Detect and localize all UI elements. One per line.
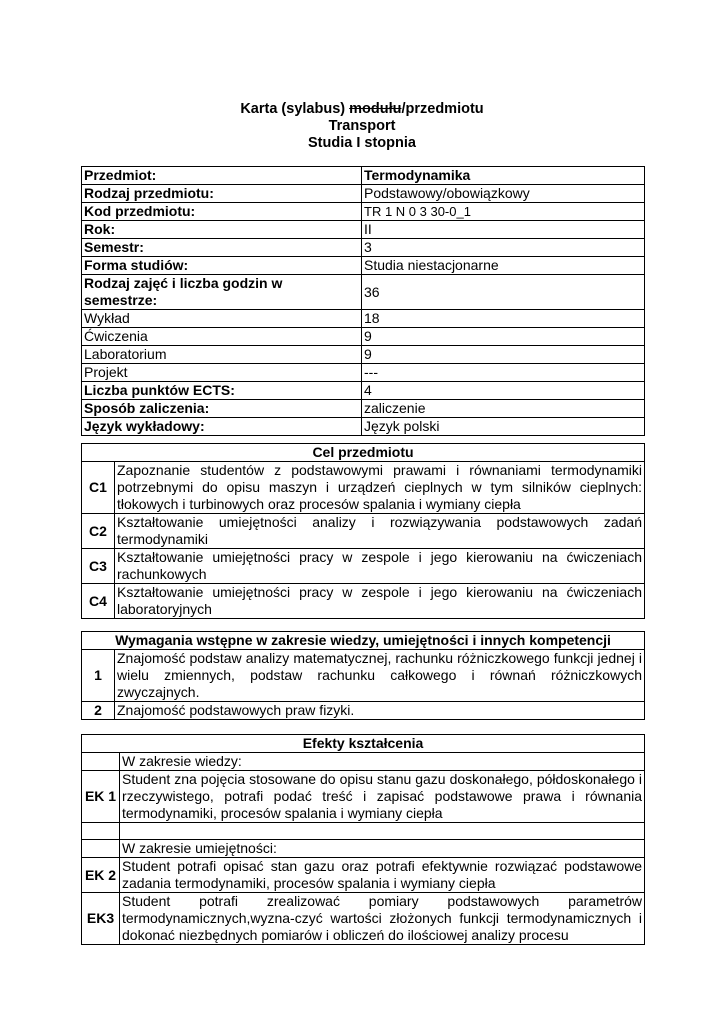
info-row — [82, 203, 645, 221]
document-title — [0, 101, 724, 118]
prerequisite-number: 1 — [82, 650, 115, 702]
info-value: Studia niestacjonarne — [362, 257, 645, 275]
course-info-table — [81, 166, 645, 436]
info-row — [82, 346, 645, 364]
info-row — [82, 310, 645, 328]
outcome-code — [82, 840, 120, 858]
outcome-row — [82, 840, 645, 858]
info-value: II — [362, 221, 645, 239]
info-value: 36 — [362, 275, 645, 310]
prerequisite-text: Znajomość podstaw analizy matematycznej, rachunku różniczkowego funkcji jednej i wielu zmiennych, podstaw rachunku całkowego i równań różniczkowych zwyczajnych. — [115, 650, 645, 702]
info-label: Rodzaj zajęć i liczba godzin w semestrze: — [82, 275, 362, 310]
outcome-row — [82, 823, 645, 840]
outcome-text: W zakresie umiejętności: — [120, 840, 645, 858]
goal-text: Kształtowanie umiejętności analizy i rozwiązywania podstawowych zadań termodynamiki — [115, 514, 645, 549]
info-label: Projekt — [82, 364, 362, 382]
info-row — [82, 167, 645, 185]
outcome-text: Student potrafi zrealizować pomiary podstawowych parametrów termodynamicznych,wyzna-czyć wartości złożonych funkcji termodynamicznych i dokonać niezbędnych pomiarów i obliczeń do ilościowej analizy procesu — [120, 893, 645, 945]
info-label: Ćwiczenia — [82, 328, 362, 346]
info-value: 9 — [362, 346, 645, 364]
info-value: zaliczenie — [362, 400, 645, 418]
outcome-code: EK 1 — [82, 771, 120, 823]
prerequisite-number: 2 — [82, 702, 115, 720]
info-label: Wykład — [82, 310, 362, 328]
info-row — [82, 328, 645, 346]
info-label: Forma studiów: — [82, 257, 362, 275]
info-label: Przedmiot: — [82, 167, 362, 185]
goals-title: Cel przedmiotu — [82, 444, 645, 462]
title-strikethrough: modułu — [349, 101, 402, 117]
faculty-title: Transport — [328, 118, 396, 134]
outcome-row — [82, 858, 645, 893]
prerequisites-title: Wymagania wstępne w zakresie wiedzy, umiejętności i innych kompetencji — [82, 632, 645, 650]
info-label: Język wykładowy: — [82, 418, 362, 436]
info-row — [82, 257, 645, 275]
learning-outcomes-table — [81, 734, 645, 945]
info-label: Rodzaj przedmiotu: — [82, 185, 362, 203]
info-value: 18 — [362, 310, 645, 328]
course-goals-table — [81, 443, 645, 619]
study-level-title: Studia I stopnia — [308, 135, 416, 151]
info-row — [82, 185, 645, 203]
outcome-code: EK3 — [82, 893, 120, 945]
outcome-code — [82, 753, 120, 771]
info-value: 3 — [362, 239, 645, 257]
outcome-code — [82, 823, 120, 840]
info-label: Laboratorium — [82, 346, 362, 364]
info-row — [82, 364, 645, 382]
outcome-row — [82, 893, 645, 945]
info-value: Termodynamika — [362, 167, 645, 185]
info-row — [82, 239, 645, 257]
info-value: TR 1 N 0 3 30-0_1 — [362, 203, 645, 221]
goal-row — [82, 514, 645, 549]
outcome-code: EK 2 — [82, 858, 120, 893]
outcome-text: W zakresie wiedzy: — [120, 753, 645, 771]
prerequisite-row — [82, 650, 645, 702]
outcome-row — [82, 771, 645, 823]
info-label: Liczba punktów ECTS: — [82, 382, 362, 400]
info-value: --- — [362, 364, 645, 382]
outcome-text: Student potrafi opisać stan gazu oraz potrafi efektywnie rozwiązać podstawowe zadania termodynamiki, procesów spalania i wymiany ciepła — [120, 858, 645, 893]
info-value: 4 — [362, 382, 645, 400]
outcome-text: Student zna pojęcia stosowane do opisu stanu gazu doskonałego, półdoskonałego i rzeczywistego, potrafi podać treść i zapisać podstawowe prawa i równania termodynamiki, procesów spalania i wymiany ciepła — [120, 771, 645, 823]
outcomes-title: Efekty kształcenia — [82, 735, 645, 753]
goal-code: C1 — [82, 462, 115, 514]
info-row — [82, 400, 645, 418]
goal-row — [82, 462, 645, 514]
goal-code: C3 — [82, 549, 115, 584]
info-label: Kod przedmiotu: — [82, 203, 362, 221]
info-label: Semestr: — [82, 239, 362, 257]
info-label: Sposób zaliczenia: — [82, 400, 362, 418]
goal-code: C2 — [82, 514, 115, 549]
title-suffix: /przedmiotu — [401, 101, 484, 117]
info-value: Język polski — [362, 418, 645, 436]
goal-code: C4 — [82, 584, 115, 619]
info-value: 9 — [362, 328, 645, 346]
goal-text: Kształtowanie umiejętności pracy w zespole i jego kierowaniu na ćwiczeniach laboratoryjnych — [115, 584, 645, 619]
info-row — [82, 221, 645, 239]
prerequisites-table — [81, 631, 645, 720]
info-value: Podstawowy/obowiązkowy — [362, 185, 645, 203]
info-row — [82, 275, 645, 310]
title-prefix: Karta (sylabus) — [240, 101, 350, 117]
prerequisite-text: Znajomość podstawowych praw fizyki. — [115, 702, 645, 720]
goal-text: Kształtowanie umiejętności pracy w zespole i jego kierowaniu na ćwiczeniach rachunkowych — [115, 549, 645, 584]
info-row — [82, 418, 645, 436]
info-label: Rok: — [82, 221, 362, 239]
goal-text: Zapoznanie studentów z podstawowymi prawami i równaniami termodynamiki potrzebnymi do opisu maszyn i urządzeń cieplnych w tym silników cieplnych: tłokowych i turbinowych oraz procesów spalania i wymiany ciepła — [115, 462, 645, 514]
outcome-text — [120, 823, 645, 840]
outcome-row — [82, 753, 645, 771]
goal-row — [82, 549, 645, 584]
prerequisite-row — [82, 702, 645, 720]
info-row — [82, 382, 645, 400]
goal-row — [82, 584, 645, 619]
